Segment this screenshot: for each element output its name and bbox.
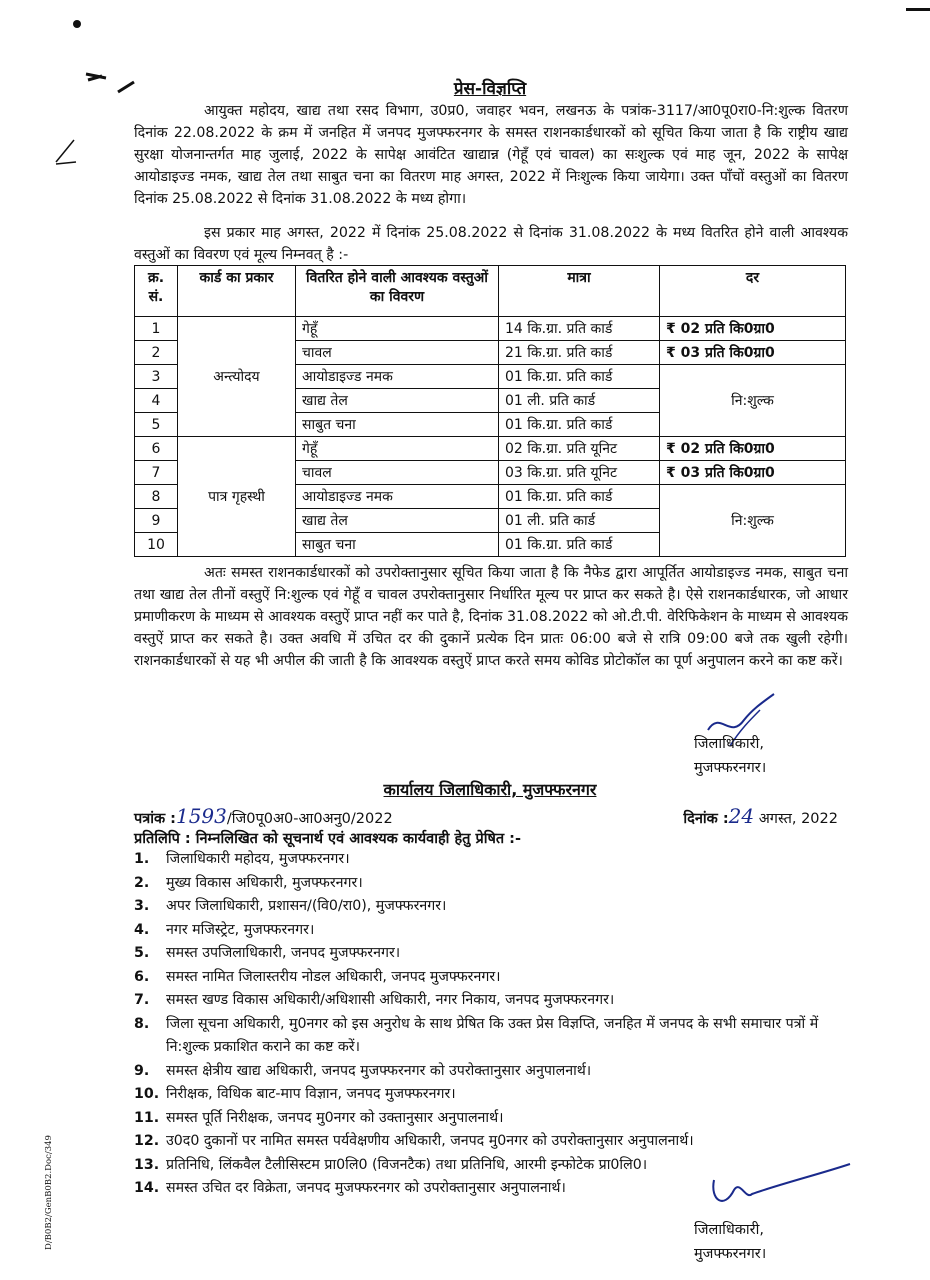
rate-cell: ₹ 03 प्रति कि0ग्रा0 [660, 461, 846, 485]
scan-dot [73, 20, 81, 28]
notice-paragraph [134, 562, 848, 672]
intro-paragraph [134, 100, 848, 210]
serial-cell: 10 [135, 533, 178, 557]
document-code: D/B0B2/GenB0B2.Doc/349 [44, 1135, 54, 1250]
card-type-patra-grihasthi: पात्र गृहस्थी [178, 437, 296, 557]
signatory-title: जिलाधिकारी, [694, 736, 764, 752]
rate-free-cell: नि:शुल्क [660, 365, 846, 437]
date-day: 24 [728, 804, 755, 828]
serial-cell: 4 [135, 389, 178, 413]
quantity-cell: 01 कि.ग्रा. प्रति कार्ड [499, 413, 660, 437]
rate-cell: ₹ 02 प्रति कि0ग्रा0 [660, 317, 846, 341]
card-type-antyodaya: अन्त्योदय [178, 317, 296, 437]
ref-label: पत्रांक : [134, 811, 176, 827]
signature-mark-icon [700, 1160, 860, 1220]
list-item: 4. नगर मजिस्ट्रेट, मुजफ्फरनगर। [134, 921, 315, 938]
quantity-cell: 01 कि.ग्रा. प्रति कार्ड [499, 485, 660, 509]
quantity-cell: 21 कि.ग्रा. प्रति कार्ड [499, 341, 660, 365]
table-row [135, 437, 846, 461]
serial-cell: 7 [135, 461, 178, 485]
date-rest: अगस्त, 2022 [754, 811, 838, 827]
intro-text: आयुक्त महोदय, खाद्य तथा रसद विभाग, उ0प्र0, जवाहर भवन, लखनऊ के पत्रांक-3117/आ0पू0रा0-नि:शुल्क वितरण दिनांक 22.08.2022 के क्रम में जनहित में जनपद मुजफ्फरनगर के समस्त राशनकार्डधारकों को सूचित किया जाता है कि राष्ट्रीय खाद्य सुरक्षा योजनान्तर्गत माह जुलाई, 2022 के सापेक्ष आवंटित खाद्यान्न (गेहूँ एवं चावल) का सःशुल्क एवं माह जून, 2022 के सापेक्ष आयोडाइज्ड नमक, खाद्य तेल तथा साबुत चना का वितरण माह अगस्त, 2022 में निःशुल्क किया जायेगा। उक्त पाँचों वस्तुओं का वितरण दिनांक 25.08.2022 से दिनांक 31.08.2022 के मध्य होगा। [134, 103, 848, 207]
ref-suffix: /जि0पू0अ0-आ0अनु0/2022 [226, 811, 393, 827]
ref-number: 1593 [175, 804, 227, 828]
date-label: दिनांक : [683, 811, 729, 827]
serial-cell: 9 [135, 509, 178, 533]
rate-cell: ₹ 03 प्रति कि0ग्रा0 [660, 341, 846, 365]
distribution-table [134, 265, 846, 557]
col-header-rate: दर [660, 266, 846, 317]
list-item: 7. समस्त खण्ड विकास अधिकारी/अधिशासी अधिकारी, नगर निकाय, जनपद मुजफ्फरनगर। [134, 992, 615, 1008]
signature-block-2 [694, 1218, 766, 1266]
quantity-cell: 14 कि.ग्रा. प्रति कार्ड [499, 317, 660, 341]
table-row [135, 317, 846, 341]
col-header-card-type: कार्ड का प्रकार [178, 266, 296, 317]
serial-cell: 1 [135, 317, 178, 341]
item-cell: साबुत चना [296, 413, 499, 437]
item-cell: गेहूँ [296, 437, 499, 461]
list-item: 6. समस्त नामित जिलास्तरीय नोडल अधिकारी, जनपद मुजफ्फरनगर। [134, 968, 501, 985]
office-heading: कार्यालय जिलाधिकारी, मुजफ्फरनगर [383, 780, 597, 799]
serial-cell: 2 [135, 341, 178, 365]
list-item: 10. निरीक्षक, विधिक बाट-माप विज्ञान, जनपद मुजफ्फरनगर। [134, 1086, 456, 1102]
quantity-cell: 03 कि.ग्रा. प्रति यूनिट [499, 461, 660, 485]
scan-edge [906, 8, 930, 11]
item-cell: खाद्य तेल [296, 509, 499, 533]
table-intro-paragraph [134, 222, 848, 266]
rate-free-cell: नि:शुल्क [660, 485, 846, 557]
quantity-cell: 01 कि.ग्रा. प्रति कार्ड [499, 533, 660, 557]
col-header-quantity: मात्रा [499, 266, 660, 317]
quantity-cell: 01 ली. प्रति कार्ड [499, 389, 660, 413]
col-header-items: वितरित होने वाली आवश्यक वस्तुओं का विवरण [296, 266, 499, 317]
item-cell: चावल [296, 341, 499, 365]
list-item: 3. अपर जिलाधिकारी, प्रशासन/(वि0/रा0), मुजफ्फरनगर। [134, 898, 447, 914]
rate-cell: ₹ 02 प्रति कि0ग्रा0 [660, 437, 846, 461]
list-item: 12. उ0द0 दुकानों पर नामित समस्त पर्यवेक्षणीय अधिकारी, जनपद मु0नगर को उपरोक्तानुसार अनुपालनार्थ। [134, 1133, 694, 1149]
quantity-cell: 01 कि.ग्रा. प्रति कार्ड [499, 365, 660, 389]
reference-row [134, 804, 846, 828]
item-cell: खाद्य तेल [296, 389, 499, 413]
signatory-district: मुजफ्फरनगर। [694, 1246, 767, 1262]
serial-cell: 8 [135, 485, 178, 509]
item-cell: आयोडाइज्ड नमक [296, 485, 499, 509]
table-intro-text: इस प्रकार माह अगस्त, 2022 में दिनांक 25.08.2022 से दिनांक 31.08.2022 के मध्य वितरित होने वाली आवश्यक वस्तुओं का विवरण एवं मूल्य निम्नवत् है :- [134, 225, 848, 263]
item-cell: चावल [296, 461, 499, 485]
press-release-title: प्रेस-विज्ञप्ति [453, 79, 527, 99]
item-cell: आयोडाइज्ड नमक [296, 365, 499, 389]
serial-cell: 3 [135, 365, 178, 389]
distribution-list [134, 848, 846, 1201]
list-item: 2. मुख्य विकास अधिकारी, मुजफ्फरनगर। [134, 874, 363, 891]
copy-to-intro: प्रतिलिपि : निम्नलिखित को सूचनार्थ एवं आवश्यक कार्यवाही हेतु प्रेषित :- [134, 831, 521, 847]
list-item: 1. जिलाधिकारी महोदय, मुजफ्फरनगर। [134, 851, 350, 867]
list-item: 11. समस्त पूर्ति निरीक्षक, जनपद मु0नगर को उक्तानुसार अनुपालनार्थ। [134, 1109, 504, 1126]
list-item: 9. समस्त क्षेत्रीय खाद्य अधिकारी, जनपद मुजफ्फरनगर को उपरोक्तानुसार अनुपालनार्थ। [134, 1062, 592, 1079]
serial-cell: 6 [135, 437, 178, 461]
signature-block [694, 732, 766, 780]
list-item: 13. प्रतिनिधि, लिंकवैल टैलीसिस्टम प्रा0लि0 (विजनटैक) तथा प्रतिनिधि, आरमी इन्फोटेक प्रा0लि0। [134, 1156, 648, 1173]
signatory-title: जिलाधिकारी, [694, 1222, 764, 1238]
date-block [683, 804, 838, 828]
item-cell: गेहूँ [296, 317, 499, 341]
quantity-cell: 01 ली. प्रति कार्ड [499, 509, 660, 533]
quantity-cell: 02 कि.ग्रा. प्रति यूनिट [499, 437, 660, 461]
notice-text: अतः समस्त राशनकार्डधारकों को उपरोक्तानुसार सूचित किया जाता है कि नैफेड द्वारा आपूर्तित आयोडाइज्ड नमक, साबुत चना तथा खाद्य तेल तीनों वस्तुऐं नि:शुल्क एवं गेहूँ व चावल उपरोक्तानुसार निर्धारित मूल्य पर प्राप्त कर सकते है। ऐसे राशनकार्डधारक, जो आधार प्रमाणीकरण के माध्यम से आवश्यक वस्तुऐं प्राप्त नहीं कर पाते है, दिनांक 31.08.2022 को ओ.टी.पी. वेरिफिकेशन के माध्यम से आवश्यक वस्तुऐं प्राप्त कर सकते है। उक्त अवधि में उचित दर की दुकानें प्रत्येक दिन प्रातः 06:00 बजे से रात्रि 09:00 बजे तक खुली रहेगी। राशनकार्डधारकों से यह भी अपील की जाती है कि आवश्यक वस्तुऐं प्राप्त करते समय कोविड प्रोटोकॉल का पूर्ण अनुपालन करने का कष्ट करें। [134, 565, 848, 669]
item-cell: साबुत चना [296, 533, 499, 557]
table-header-row [135, 266, 846, 317]
list-item: 8. जिला सूचना अधिकारी, मु0नगर को इस अनुरोध के साथ प्रेषित कि उक्त प्रेस विज्ञप्ति, जनहित में जनपद के सभी समाचार पत्रों में नि:शुल्क प्रकाशित कराने का कष्ट करें। [134, 1015, 819, 1055]
list-item: 14. समस्त उचित दर विक्रेता, जनपद मुजफ्फरनगर को उपरोक्तानुसार अनुपालनार्थ। [134, 1180, 566, 1196]
list-item: 5. समस्त उपजिलाधिकारी, जनपद मुजफ्फरनगर। [134, 945, 401, 961]
serial-cell: 5 [135, 413, 178, 437]
signatory-district: मुजफ्फरनगर। [694, 760, 767, 776]
col-header-serial: क्र. सं. [135, 266, 178, 317]
